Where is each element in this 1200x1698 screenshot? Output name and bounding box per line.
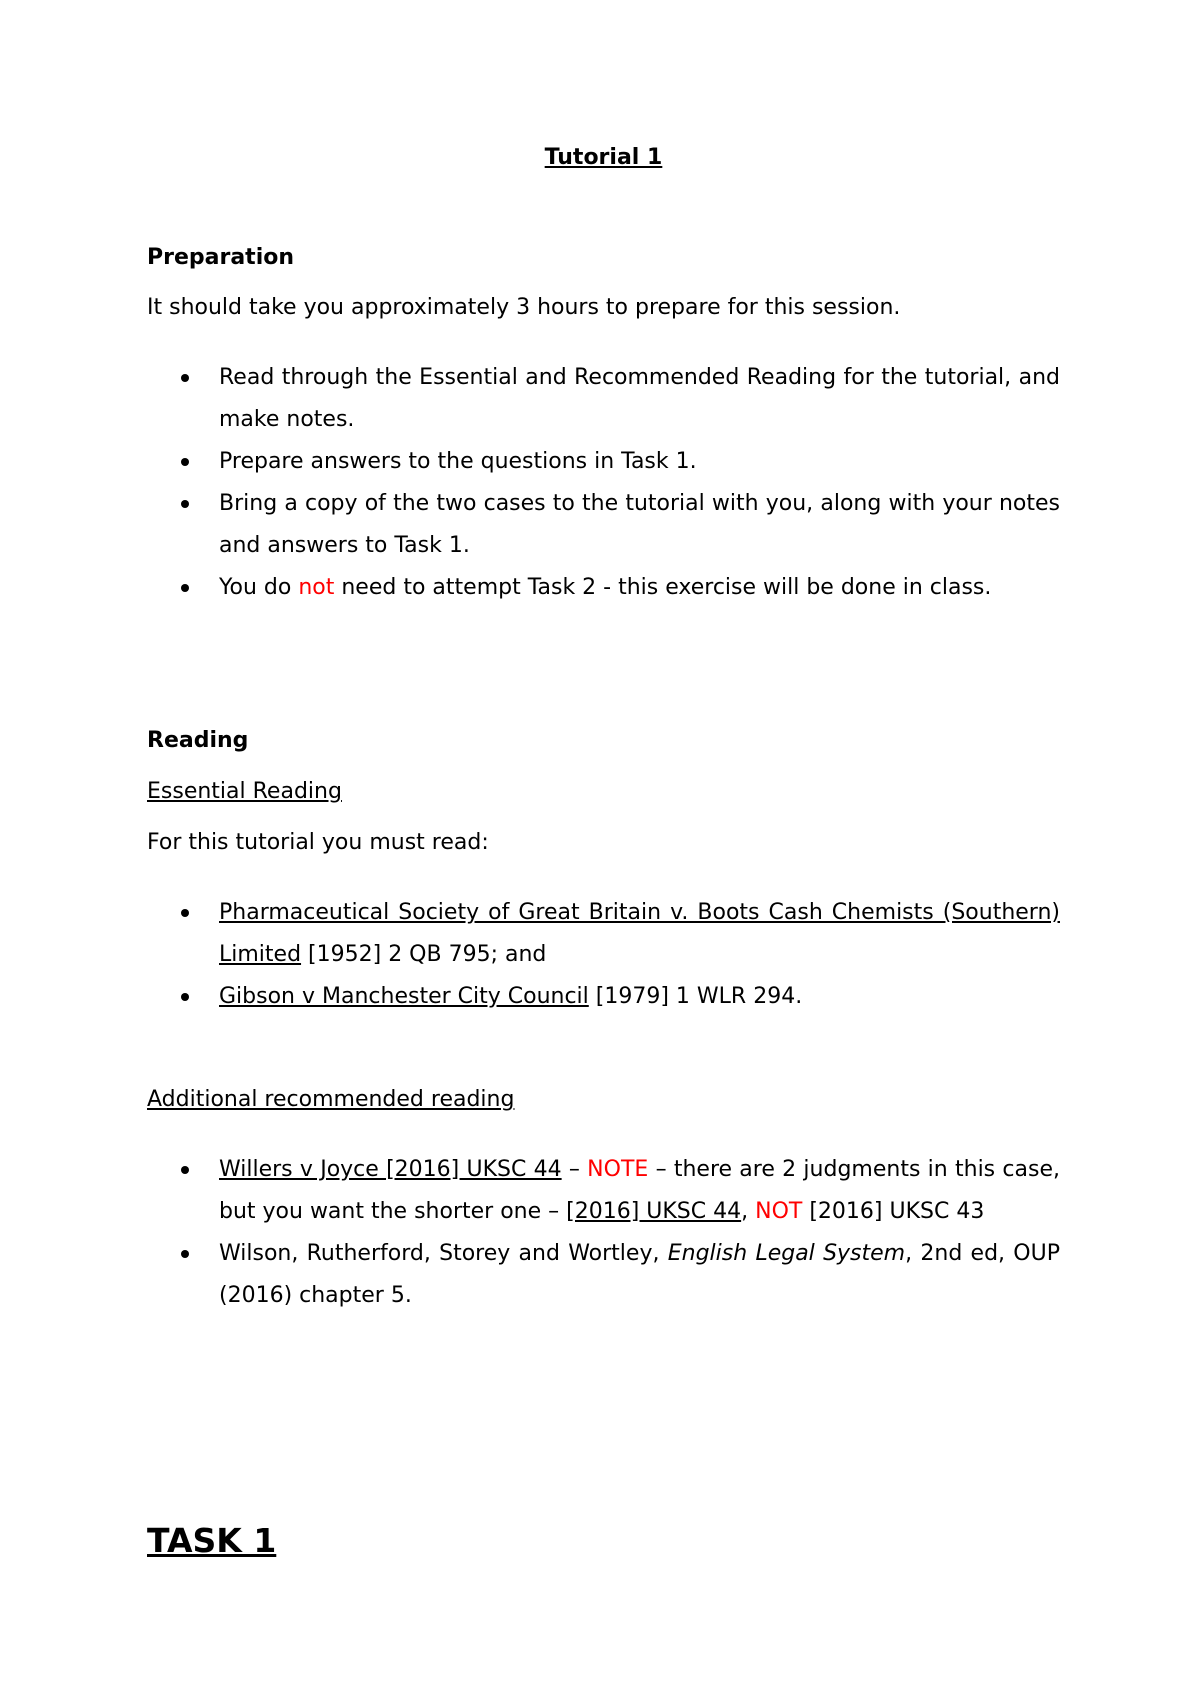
task1-heading: TASK 1 bbox=[147, 1521, 277, 1560]
case-citation: [1952] 2 QB 795; and bbox=[301, 942, 547, 967]
document-title: Tutorial 1 bbox=[544, 145, 663, 170]
case-citation: [2016] UKSC 44 bbox=[566, 1199, 742, 1224]
bullet-icon bbox=[181, 500, 189, 508]
list-item bbox=[147, 441, 1060, 483]
preparation-bullet-text: Prepare answers to the questions in Task 1. bbox=[219, 449, 697, 474]
dash-text: – bbox=[561, 1157, 588, 1182]
note-text: – there are 2 judgments in this case, but you want the shorter one – bbox=[219, 1157, 1060, 1224]
preparation-intro: It should take you approximately 3 hours to prepare for this session. bbox=[147, 295, 901, 320]
list-item bbox=[147, 357, 1060, 441]
book-title: English Legal System bbox=[667, 1241, 906, 1266]
case-name: Gibson v Manchester City Council bbox=[219, 984, 589, 1009]
bullet-icon bbox=[181, 1250, 189, 1258]
book-authors: Wilson, Rutherford, Storey and Wortley, bbox=[219, 1241, 668, 1266]
preparation-bullet-text: need to attempt Task 2 - this exercise will be done in class. bbox=[334, 575, 992, 600]
list-item bbox=[147, 483, 1060, 567]
reading-heading: Reading bbox=[147, 728, 249, 753]
essential-reading-subheading: Essential Reading bbox=[147, 779, 342, 804]
case-citation: [1979] 1 WLR 294. bbox=[588, 984, 803, 1009]
preparation-bullet-text: You do bbox=[219, 575, 299, 600]
essential-reading-list bbox=[147, 892, 1060, 1018]
bullet-icon bbox=[181, 374, 189, 382]
bullet-icon bbox=[181, 584, 189, 592]
case-name: Pharmaceutical Society of Great Britain v. Boots Cash Chemists (Southern) Limited bbox=[219, 900, 1060, 967]
list-item bbox=[147, 567, 1060, 609]
list-item bbox=[147, 976, 1060, 1018]
list-item bbox=[147, 1233, 1060, 1317]
emphasis-not: not bbox=[298, 575, 335, 600]
book-details: , 2nd ed, OUP (2016) chapter 5. bbox=[219, 1241, 1060, 1308]
case-name: Willers v Joyce [2016] UKSC 44 bbox=[219, 1157, 562, 1182]
comma-text: , bbox=[741, 1199, 756, 1224]
preparation-bullet-text: Bring a copy of the two cases to the tutorial with you, along with your notes and answers to Task 1. bbox=[219, 491, 1060, 558]
additional-reading-list bbox=[147, 1149, 1060, 1317]
essential-reading-intro: For this tutorial you must read: bbox=[147, 830, 489, 855]
bullet-icon bbox=[181, 458, 189, 466]
case-citation: [2016] UKSC 43 bbox=[802, 1199, 985, 1224]
note-emphasis: NOTE bbox=[587, 1157, 649, 1182]
additional-reading-subheading: Additional recommended reading bbox=[147, 1087, 515, 1112]
bullet-icon bbox=[181, 909, 189, 917]
list-item bbox=[147, 892, 1060, 976]
bullet-icon bbox=[181, 993, 189, 1001]
preparation-list bbox=[147, 357, 1060, 609]
preparation-bullet-text: Read through the Essential and Recommended Reading for the tutorial, and make notes. bbox=[219, 365, 1060, 432]
list-item bbox=[147, 1149, 1060, 1233]
bullet-icon bbox=[181, 1166, 189, 1174]
preparation-heading: Preparation bbox=[147, 245, 295, 270]
not-emphasis: NOT bbox=[755, 1199, 803, 1224]
